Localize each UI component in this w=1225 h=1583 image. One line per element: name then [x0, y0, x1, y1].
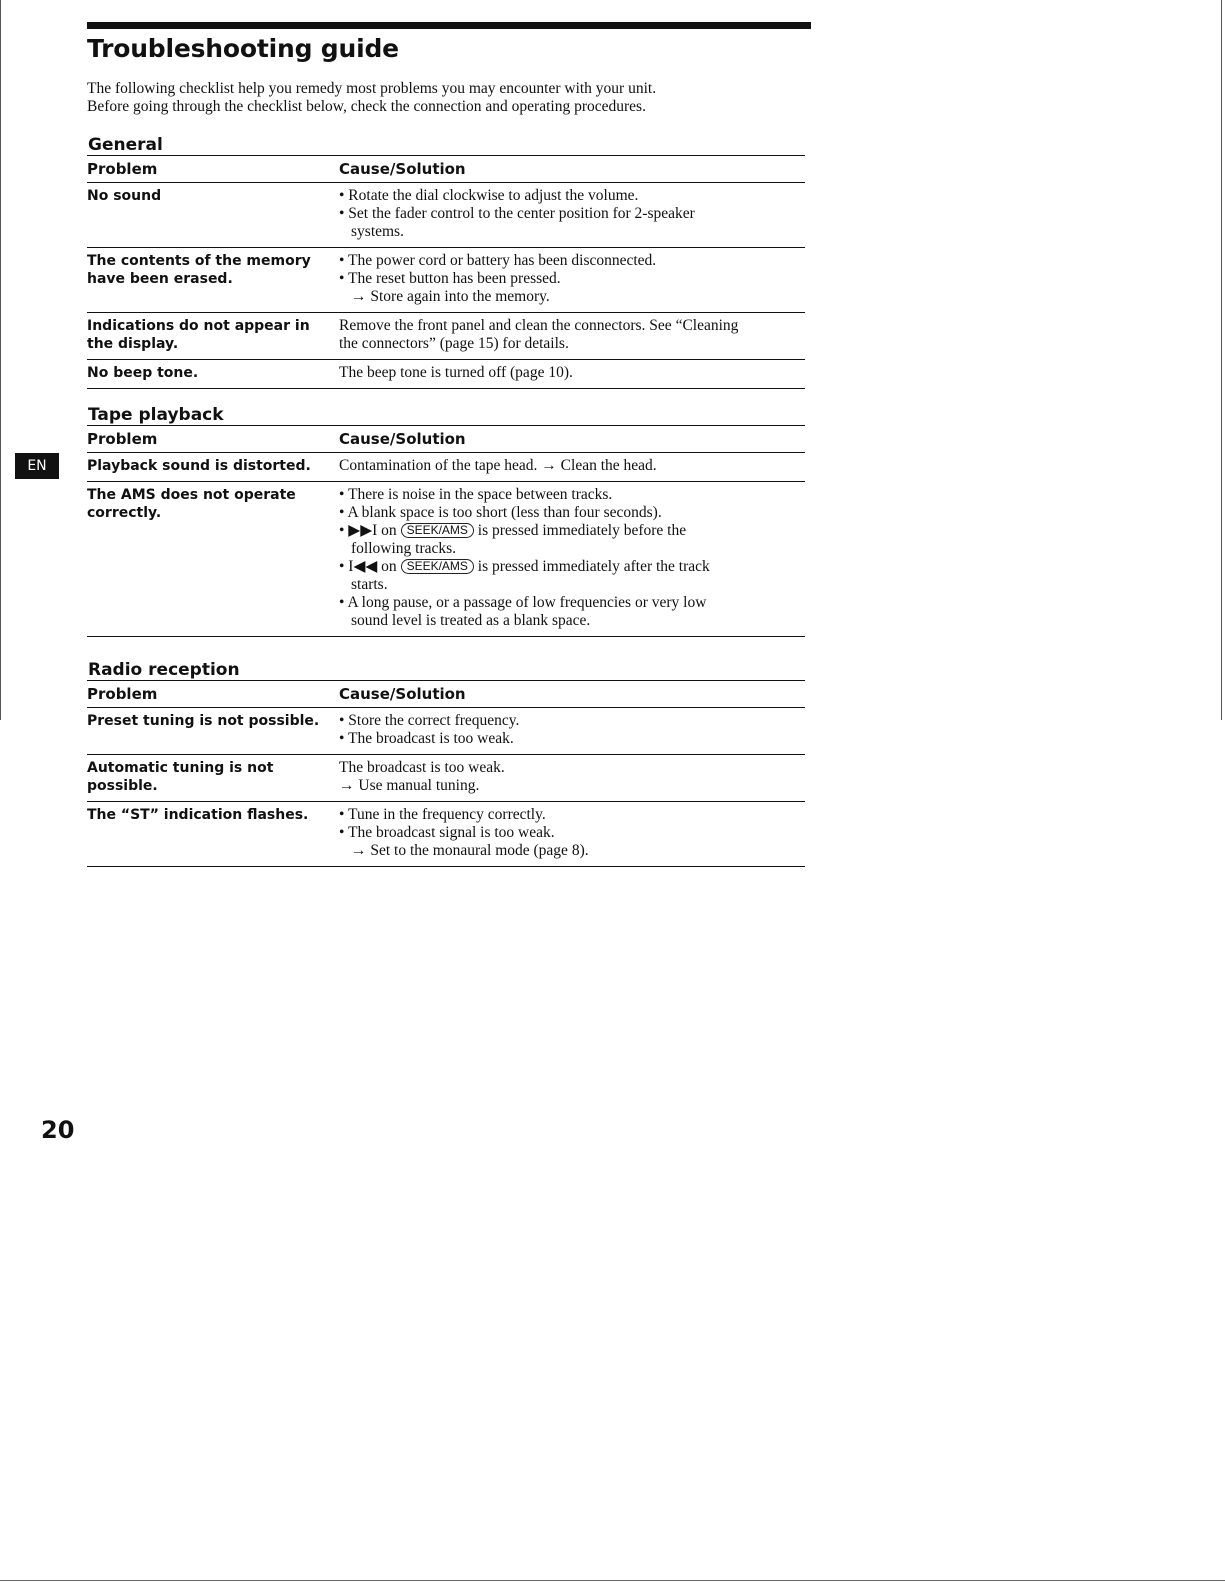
- table-row: [87, 313, 805, 359]
- solution-line: • I◀◀ on SEEK/AMS is pressed immediately after the track: [339, 558, 710, 575]
- solution-line: • Store the correct frequency.: [339, 712, 520, 729]
- solution-line: • Set the fader control to the center position for 2-speaker: [339, 205, 695, 222]
- table-row: [87, 360, 805, 388]
- intro-line: The following checklist help you remedy most problems you may encounter with your unit.: [87, 80, 657, 97]
- column-solution: Cause/Solution: [339, 685, 466, 703]
- section-tape-playback: [87, 405, 805, 637]
- problem-text: have been erased.: [87, 271, 233, 287]
- problem-text: The AMS does not operate: [87, 487, 296, 503]
- table-row: [87, 453, 805, 481]
- solution-line: following tracks.: [351, 540, 457, 557]
- section-heading: Radio reception: [88, 660, 240, 680]
- scan-edge-bottom: [0, 1580, 1225, 1581]
- table-header: [87, 681, 805, 707]
- column-problem: Problem: [87, 685, 158, 703]
- column-solution: Cause/Solution: [339, 160, 466, 178]
- section-heading: General: [88, 135, 163, 155]
- solution-line: • The broadcast signal is too weak.: [339, 824, 555, 841]
- problem-text: Indications do not appear in: [87, 318, 310, 334]
- solution-line: the connectors” (page 15) for details.: [339, 335, 569, 352]
- solution-line: starts.: [351, 576, 388, 593]
- solution-line: Remove the front panel and clean the connectors. See “Cleaning: [339, 317, 739, 334]
- language-tab: EN: [15, 453, 59, 479]
- column-solution: Cause/Solution: [339, 430, 466, 448]
- solution-line: Contamination of the tape head. → Clean the head.: [339, 457, 657, 474]
- solution-line: systems.: [351, 223, 404, 240]
- problem-text: No sound: [87, 188, 162, 204]
- scan-edge-left: [0, 0, 1, 720]
- solution-line: The beep tone is turned off (page 10).: [339, 364, 573, 381]
- problem-text: Playback sound is distorted.: [87, 458, 311, 474]
- table-header: [87, 156, 805, 182]
- solution-line: • Tune in the frequency correctly.: [339, 806, 546, 823]
- column-problem: Problem: [87, 160, 158, 178]
- section-heading: Tape playback: [88, 405, 224, 425]
- solution-line: • The broadcast is too weak.: [339, 730, 514, 747]
- page-title: Troubleshooting guide: [87, 34, 399, 63]
- problem-text: correctly.: [87, 505, 162, 521]
- solution-line: • The power cord or battery has been disconnected.: [339, 252, 657, 269]
- column-problem: Problem: [87, 430, 158, 448]
- solution-line: • Rotate the dial clockwise to adjust the volume.: [339, 187, 639, 204]
- scan-edge-right: [1221, 0, 1222, 720]
- solution-line: The broadcast is too weak.: [339, 759, 505, 776]
- table-row: [87, 482, 805, 636]
- problem-text: No beep tone.: [87, 365, 199, 381]
- solution-line: • There is noise in the space between tracks.: [339, 486, 613, 503]
- solution-line: → Set to the monaural mode (page 8).: [351, 842, 589, 859]
- problem-text: the display.: [87, 336, 179, 352]
- page-number: 20: [41, 1116, 75, 1144]
- table-row: [87, 755, 805, 801]
- table-row: [87, 708, 805, 754]
- solution-line: → Store again into the memory.: [351, 288, 550, 305]
- seek-ams-key: SEEK/AMS: [401, 559, 474, 574]
- intro-line: Before going through the checklist below, check the connection and operating procedures.: [87, 98, 646, 115]
- solution-line: • ▶▶I on SEEK/AMS is pressed immediately before the: [339, 522, 687, 539]
- problem-text: Automatic tuning is not: [87, 760, 274, 776]
- problem-text: The “ST” indication flashes.: [87, 807, 309, 823]
- solution-line: → Use manual tuning.: [339, 777, 480, 794]
- intro-text: [87, 80, 656, 116]
- solution-line: • A blank space is too short (less than four seconds).: [339, 504, 662, 521]
- table-row: [87, 802, 805, 866]
- solution-line: • The reset button has been pressed.: [339, 270, 561, 287]
- problem-text: possible.: [87, 778, 158, 794]
- table-row: [87, 183, 805, 247]
- problem-text: The contents of the memory: [87, 253, 311, 269]
- table-row: [87, 248, 805, 312]
- table-header: [87, 426, 805, 452]
- problem-text: Preset tuning is not possible.: [87, 713, 320, 729]
- seek-ams-key: SEEK/AMS: [401, 523, 474, 538]
- section-general: [87, 135, 805, 389]
- solution-line: • A long pause, or a passage of low frequencies or very low: [339, 594, 707, 611]
- section-radio-reception: [87, 660, 805, 867]
- title-rule: [87, 22, 811, 29]
- solution-line: sound level is treated as a blank space.: [351, 612, 591, 629]
